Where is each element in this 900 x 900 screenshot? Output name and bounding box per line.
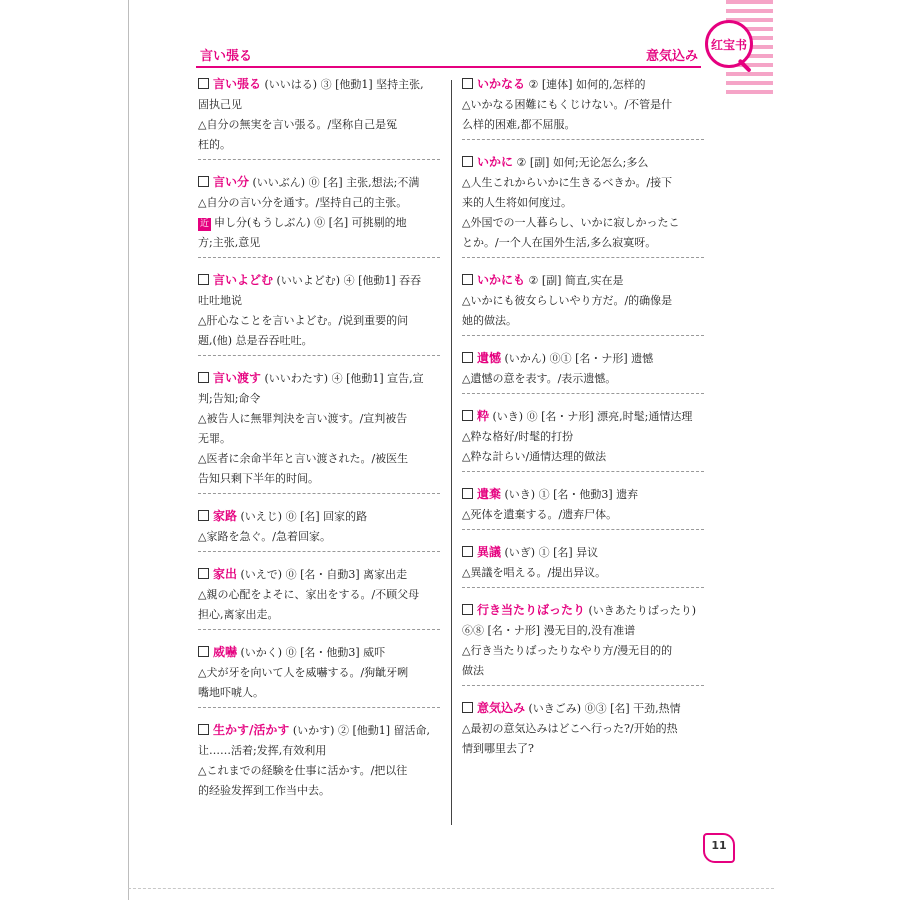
entry-word: 言い分 <box>213 175 250 189</box>
entry-line: △遺憾の意を表す。/表示遗憾。 <box>462 372 617 385</box>
entry-line: △これまでの経験を仕事に活かす。/把以往 <box>198 764 408 777</box>
entry-headline <box>462 406 704 427</box>
entry-line: 枉的。 <box>198 138 231 151</box>
entry-word: 言い渡す <box>213 371 262 385</box>
entry-line: △最初の意気込みはどこへ行った?/开始的热 <box>462 722 678 735</box>
entry-reading: (いかん) ⓪① [名・ナ形] 遗憾 <box>504 352 654 365</box>
checkbox-icon <box>198 372 209 383</box>
entry-word: 遺棄 <box>477 487 502 501</box>
related-text: 申し分(もうしぶん) ⓪ [名] 可挑剔的地 <box>214 216 407 229</box>
entry-line: 担心,离家出走。 <box>198 608 279 621</box>
entry-reading: ② [副] 简直,实在是 <box>528 274 624 287</box>
column-separator <box>451 80 452 825</box>
entry-line: △犬が牙を向いて人を威嚇する。/狗龇牙咧 <box>198 666 409 679</box>
entry-word: 意気込み <box>477 701 526 715</box>
entry-line: △肝心なことを言いよどむ。/说到重要的问 <box>198 314 409 327</box>
entry-line: 吐吐地说 <box>198 294 242 307</box>
checkbox-icon <box>462 156 473 167</box>
entry-reading: (いき) ① [名・他動3] 遗弃 <box>504 488 639 501</box>
entry-word: 異議 <box>477 545 502 559</box>
page-number: 11 <box>711 839 727 852</box>
vocab-entry <box>462 484 704 530</box>
checkbox-icon <box>462 702 473 713</box>
checkbox-icon <box>462 274 473 285</box>
entry-word: 粋 <box>477 409 490 423</box>
checkbox-icon <box>198 510 209 521</box>
vocab-entry <box>198 564 440 630</box>
checkbox-icon <box>198 78 209 89</box>
badge-label: 红宝书 <box>710 37 747 52</box>
checkbox-icon <box>462 488 473 499</box>
entry-word: 家出 <box>213 567 238 581</box>
entry-headline <box>198 506 440 527</box>
entry-line: とか。/一个人在国外生活,多么寂寞呀。 <box>462 236 657 249</box>
checkbox-icon <box>462 78 473 89</box>
vocab-entry <box>198 642 440 708</box>
vocab-entry <box>462 600 704 686</box>
entry-headline <box>462 484 704 505</box>
entry-headline <box>462 600 704 621</box>
header-right-title: 意気込み <box>646 49 699 64</box>
checkbox-icon <box>462 546 473 557</box>
entry-line: 无罪。 <box>198 432 231 445</box>
vocab-entry <box>198 270 440 356</box>
entry-headline <box>462 698 704 719</box>
left-column <box>198 74 440 817</box>
entry-word: 言い張る <box>213 77 262 91</box>
vocab-entry <box>198 368 440 494</box>
entry-reading: ② [連体] 如何的,怎样的 <box>528 78 646 91</box>
vocab-entry <box>198 172 440 258</box>
entry-line: 让……活着;发挥,有效利用 <box>198 744 327 757</box>
entry-line: 情到哪里去了? <box>462 742 534 755</box>
entry-line: △いかにも彼女らしいやり方だ。/的确像是 <box>462 294 673 307</box>
right-column <box>462 74 704 775</box>
vocab-entry <box>462 542 704 588</box>
entry-line: 么样的困难,都不屈服。 <box>462 118 576 131</box>
entry-word: いかに <box>477 155 514 169</box>
entry-reading: (いいわたす) ④ [他動1] 宣告,宣 <box>264 372 424 385</box>
entry-headline <box>462 152 704 173</box>
checkbox-icon <box>198 724 209 735</box>
entry-reading: (いきごみ) ⓪③ [名] 干劲,热情 <box>528 702 681 715</box>
entry-reading: ② [副] 如何;无论怎么;多么 <box>516 156 649 169</box>
related-line <box>198 233 440 253</box>
entry-word: 遺憾 <box>477 351 502 365</box>
entry-reading: (いかく) ⓪ [名・他動3] 威吓 <box>240 646 386 659</box>
entry-word: 生かす/活かす <box>213 723 290 737</box>
checkbox-icon <box>198 176 209 187</box>
entry-line: △粋な格好/时髦的打扮 <box>462 430 574 443</box>
entry-headline <box>198 74 440 95</box>
entry-headline <box>198 172 440 193</box>
entry-headline <box>198 368 440 389</box>
entry-line: 的经验发挥到工作当中去。 <box>198 784 330 797</box>
related-text: 方;主张,意见 <box>198 236 261 249</box>
page-number-badge <box>703 833 735 863</box>
entry-line: △粋な計らい/通情达理的做法 <box>462 450 607 463</box>
entry-line: △自分の無実を言い張る。/坚称自己是冤 <box>198 118 398 131</box>
entry-headline <box>462 542 704 563</box>
checkbox-icon <box>462 352 473 363</box>
entry-headline <box>462 270 704 291</box>
entry-headline <box>198 720 440 741</box>
entry-reading: (いえじ) ⓪ [名] 回家的路 <box>240 510 368 523</box>
entry-word: 家路 <box>213 509 238 523</box>
entry-line: △医者に余命半年と言い渡された。/被医生 <box>198 452 409 465</box>
entry-line: △異議を唱える。/提出异议。 <box>462 566 607 579</box>
entry-line: △行き当たりばったりなやり方/漫无目的的 <box>462 644 673 657</box>
vocab-entry <box>198 506 440 552</box>
entry-headline <box>462 348 704 369</box>
checkbox-icon <box>198 568 209 579</box>
checkbox-icon <box>462 410 473 421</box>
entry-word: 威嚇 <box>213 645 238 659</box>
entry-word: 行き当たりばったり <box>477 603 586 617</box>
entry-line: △外国での一人暮らし、いかに寂しかったこ <box>462 216 680 229</box>
entry-reading: (いいぶん) ⓪ [名] 主张,想法;不满 <box>252 176 420 189</box>
entry-line: 她的做法。 <box>462 314 517 327</box>
entry-line: △親の心配をよそに、家出をする。/不顾父母 <box>198 588 420 601</box>
checkbox-icon <box>462 604 473 615</box>
related-tag: 近 <box>200 219 210 229</box>
header-left-title: 言い張る <box>200 49 253 64</box>
vocab-entry <box>462 270 704 336</box>
entry-headline <box>198 564 440 585</box>
bottom-divider <box>128 888 774 889</box>
vocab-entry <box>462 406 704 472</box>
entry-line: 判;告知;命令 <box>198 392 261 405</box>
entry-line: 告知只剩下半年的时间。 <box>198 472 319 485</box>
entry-reading: (いいよどむ) ④ [他動1] 吞吞 <box>276 274 422 287</box>
entry-line: △自分の言い分を通す。/坚持自己的主张。 <box>198 196 408 209</box>
related-line <box>198 213 440 233</box>
entry-line: 做法 <box>462 664 484 677</box>
entry-line: △死体を遺棄する。/遗弃尸体。 <box>462 508 618 521</box>
entry-headline <box>198 270 440 291</box>
entry-line: 固执己见 <box>198 98 242 111</box>
header-divider <box>196 66 701 68</box>
checkbox-icon <box>198 646 209 657</box>
entry-line: 来的人生将如何度过。 <box>462 196 572 209</box>
entry-word: いかなる <box>477 77 526 91</box>
entry-line: △人生これからいかに生きるべきか。/接下 <box>462 176 673 189</box>
entry-reading: (いえで) ⓪ [名・自動3] 离家出走 <box>240 568 408 581</box>
entry-reading: (いいはる) ③ [他動1] 坚持主张, <box>264 78 424 91</box>
vocab-entry <box>462 74 704 140</box>
entry-line: △いかなる困難にもくじけない。/不管是什 <box>462 98 673 111</box>
entry-line: ⑥⑧ [名・ナ形] 漫无目的,没有准谱 <box>462 624 636 637</box>
vocab-entry <box>462 348 704 394</box>
checkbox-icon <box>198 274 209 285</box>
page-left-edge <box>128 0 129 900</box>
entry-word: いかにも <box>477 273 526 287</box>
vocab-entry <box>198 74 440 160</box>
entry-reading: (いき) ⓪ [名・ナ形] 漂亮,时髦;通情达理 <box>492 410 693 423</box>
entry-line: 嘴地吓唬人。 <box>198 686 264 699</box>
entry-line: 题,(他) 总是吞吞吐吐。 <box>198 334 313 347</box>
entry-headline <box>198 642 440 663</box>
entry-line: △被告人に無罪判決を言い渡す。/宣判被告 <box>198 412 408 425</box>
magnifier-badge-icon <box>705 20 753 68</box>
vocab-entry <box>462 152 704 258</box>
entry-reading: (いぎ) ① [名] 异议 <box>504 546 599 559</box>
entry-headline <box>462 74 704 95</box>
entry-line: △家路を急ぐ。/急着回家。 <box>198 530 331 543</box>
entry-word: 言いよどむ <box>213 273 274 287</box>
vocab-entry <box>462 698 704 763</box>
entry-reading: (いかす) ② [他動1] 留活命, <box>292 724 431 737</box>
entry-reading: (いきあたりばったり) <box>588 604 697 617</box>
vocab-entry <box>198 720 440 805</box>
